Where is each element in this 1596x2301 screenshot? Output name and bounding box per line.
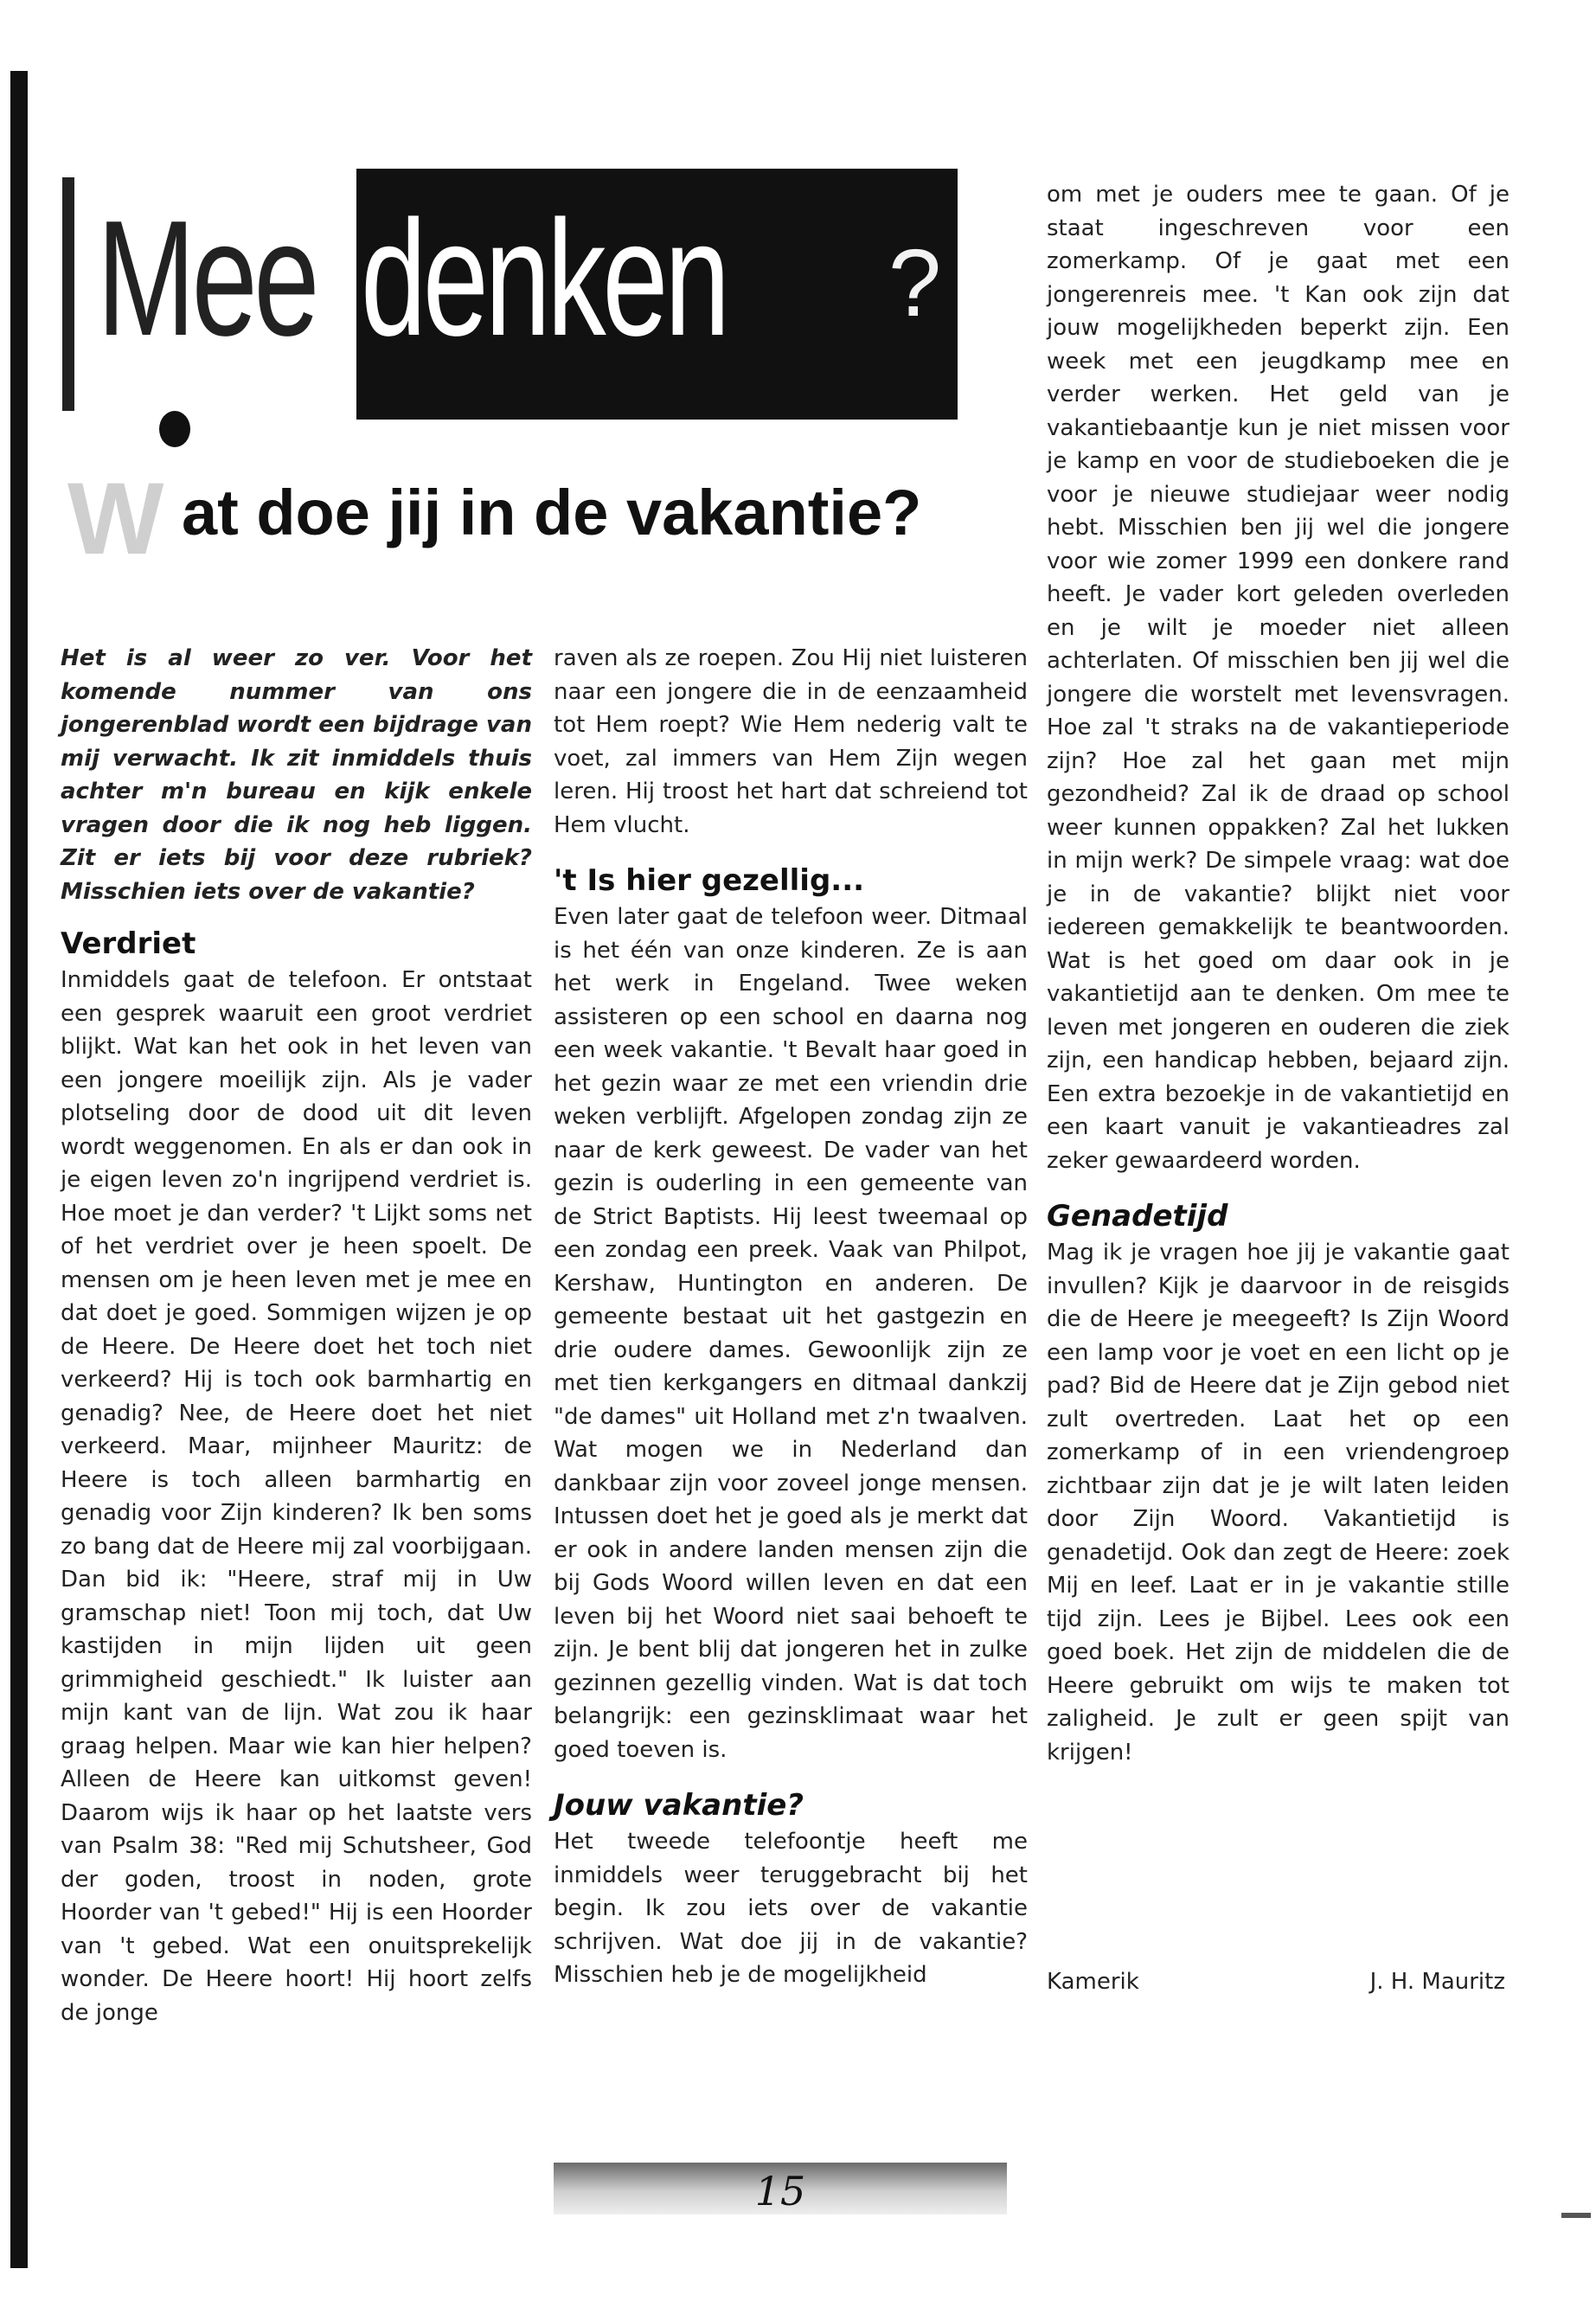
- signature-author: J. H. Mauritz: [1369, 1969, 1505, 1995]
- logo-dot: [159, 411, 190, 447]
- headline-text: at doe jij in de vakantie?: [182, 477, 922, 548]
- text-column-2: [554, 642, 1028, 1992]
- section-heading-gezellig: 't Is hier gezellig...: [554, 863, 865, 898]
- page-number: 15: [754, 2168, 806, 2214]
- logo-question-mark: ?: [888, 230, 942, 336]
- article-headline: [67, 462, 922, 576]
- section-body-vakantie: Het tweede telefoontje heeft me inmiddels weer teruggebracht bij het begin. Ik zou iets over de vakantie schrijven. Wat doe jij in de vakantie? Misschien heb je de mogelijkheid: [554, 1829, 1028, 1988]
- logo-word-mee: Mee: [97, 187, 317, 370]
- intro-paragraph: Het is al weer zo ver. Voor het komende nummer van ons jongerenblad wordt een bijdrage van mij verwacht. Ik zit inmiddels thuis achter m'n bureau en kijk enkele vragen door die ik nog heb liggen. Zit er iets bij voor deze rubriek? Misschien iets over de vakantie?: [61, 645, 532, 905]
- scan-edge-bar: [10, 71, 28, 2268]
- text-column-1: [61, 642, 532, 2029]
- section-body-vakantie-continued: om met je ouders mee te gaan. Of je staat ingeschreven voor een zomerkamp. Of je gaat met een jongerenreis mee. 't Kan ook zijn dat jouw mogelijkheden beperkt zijn. Een week met een jeugdkamp mee en verder werken. Het geld van je vakantiebaantje kun je niet missen voor je kamp en voor de studieboeken die je voor je nieuwe studiejaar weer nodig hebt. Misschien ben jij wel die jongere voor wie zomer 1999 een donkere rand heeft. Je vader kort geleden overleden en je wilt je moeder niet alleen achterlaten. Of misschien ben jij wel die jongere die worstelt met levensvragen. Hoe zal 't straks na de vakantieperiode zijn? Hoe zal het gaan met mijn gezondheid? Zal ik de draad op school weer kunnen oppakken? Zal het lukken in mijn werk? De simpele vraag: wat doe je in de vakantie? blijkt niet voor iedereen gemakkelijk te beantwoorden. Wat is het goed om daar ook in je vakantietijd aan te denken. Om mee te leven met jongeren en ouderen die ziek zijn, een handicap hebben, bejaard zijn. Een extra bezoekje in de vakantietijd en een kaart vanuit je vakantieadres zal zeker gewaardeerd worden.: [1047, 182, 1509, 1174]
- signature-place: Kamerik: [1047, 1969, 1139, 1995]
- logo-word-denken: denken: [361, 187, 727, 370]
- section-body-verdriet: Inmiddels gaat de telefoon. Er ontstaat een gesprek waaruit een groot verdriet blijkt. Wat kan het ook in het leven van een jongere moeilijk zijn. Als je vader plotseling door de dood uit dit leven wordt weggenomen. En als er dan ook in je eigen leven zo'n ingrijpend verdriet is. Hoe moet je dan verder? 't Lijkt soms net of het verdriet over je heen spoelt. De mensen om je heen leven met je mee en dat doet je goed. Sommigen wijzen je op de Heere. De Heere doet het toch niet verkeerd? Hij is toch ook barmhartig en genadig? Nee, de Heere doet het niet verkeerd. Maar, mijnheer Mauritz: de Heere is toch alleen barmhartig en genadig voor Zijn kinderen? Ik ben soms zo bang dat de Heere mij zal voorbijgaan. Dan bid ik: "Heere, straf mij in Uw gramschap niet! Toon mij toch, dat Uw kastijden in mijn lijden uit geen grimmigheid geschiedt." Ik luister aan mijn kant van de lijn. Wat zou ik haar graag helpen. Maar wie kan hier helpen? Alleen de Heere kan uitkomst geven! Daarom wijs ik haar op het laatste vers van Psalm 38: "Red mij Schutsheer, God der goden, troost in noden, grote Hoorder van 't gebed!" Hij is een Hoorder van 't gebed. Wat een onuitsprekelijk wonder. De Heere hoort! Hij hoort zelfs de jonge: [61, 967, 532, 2026]
- logo-accent-bar: [62, 177, 74, 411]
- page-number-bar: [554, 2163, 1007, 2214]
- section-body-verdriet-continued: raven als ze roepen. Zou Hij niet luisteren naar een jongere die in de eenzaamheid tot Hem roept? Wie Hem nederig valt te voet, zal immers van Hem Zijn wegen leren. Hij troost het hart dat schreiend tot Hem vlucht.: [554, 645, 1028, 838]
- text-column-3: [1047, 178, 1509, 1769]
- section-heading-vakantie: Jouw vakantie?: [554, 1788, 804, 1823]
- section-heading-verdriet: Verdriet: [61, 926, 196, 961]
- section-heading-genadetijd: Genadetijd: [1047, 1199, 1228, 1234]
- headline-dropcap: W: [67, 462, 164, 576]
- masthead-logo: [62, 169, 958, 428]
- scan-corner-mark: [1561, 2213, 1591, 2218]
- section-body-gezellig: Even later gaat de telefoon weer. Ditmaal is het één van onze kinderen. Ze is aan het werk in Engeland. Twee weken assisteren op een school en daarna nog een week vakantie. 't Bevalt haar goed in het gezin waar ze met een vriendin drie weken verblijft. Afgelopen zondag zijn ze naar de kerk geweest. De vader van het gezin is ouderling in een gemeente van de Strict Baptists. Hij leest tweemaal op een zondag een preek. Vaak van Philpot, Kershaw, Huntington en anderen. De gemeente bestaat uit het gastgezin en drie oudere dames. Gewoonlijk zijn ze met tien kerkgangers en ditmaal dankzij "de dames" uit Holland met z'n twaalven. Wat mogen we in Nederland dan dankbaar zijn voor zoveel jonge mensen. Intussen doet het je goed als je merkt dat er ook in andere landen mensen zijn die bij Gods Woord willen leven en dat een leven bij het Woord niet saai behoeft te zijn. Je bent blij dat jongeren het in zulke gezinnen gezellig vinden. Wat is dat toch belangrijk: een gezinsklimaat waar het goed toeven is.: [554, 904, 1028, 1763]
- section-body-genadetijd: Mag ik je vragen hoe jij je vakantie gaat invullen? Kijk je daarvoor in de reisgids die de Heere je meegeeft? Is Zijn Woord een lamp voor je voet en een licht op je pad? Bid de Heere dat je Zijn gebod niet zult overtreden. Laat het op een zomerkamp of in een vriendengroep zichtbaar zijn dat je je wilt laten leiden door Zijn Woord. Vakantietijd is genadetijd. Ook dan zegt de Heere: zoek Mij en leef. Laat er in je vakantie stille tijd zijn. Lees je Bijbel. Lees ook een goed boek. Het zijn de middelen die de Heere gebruikt om wijs te maken tot zaligheid. Je zult er geen spijt van krijgen!: [1047, 1240, 1509, 1766]
